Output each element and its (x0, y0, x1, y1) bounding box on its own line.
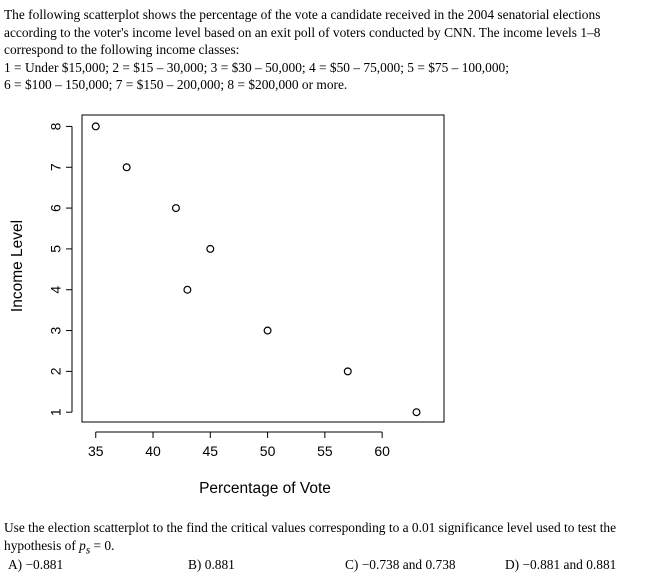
choice-text: 0.881 (204, 557, 235, 572)
data-point (413, 409, 420, 416)
choice-text: −0.881 and 0.881 (522, 557, 617, 572)
choice-letter: A) (8, 557, 23, 572)
data-point (264, 327, 271, 334)
data-point (184, 286, 191, 293)
x-tick-label: 35 (87, 443, 104, 459)
y-tick-label: 8 (47, 122, 64, 131)
data-point (207, 246, 214, 253)
choice-a[interactable] (8, 557, 63, 573)
y-tick-label: 1 (47, 408, 64, 417)
x-tick-label: 55 (317, 443, 333, 459)
choice-c[interactable] (345, 557, 456, 573)
data-point (92, 123, 99, 130)
question-line: Use the election scatterplot to the find the critical values corresponding to a 0.01 significance level used to test the (4, 520, 617, 535)
answer-choices (0, 557, 650, 575)
y-tick-label: 6 (47, 204, 64, 212)
data-point (344, 368, 351, 375)
x-axis-title: Percentage of Vote (199, 480, 331, 497)
x-tick-label: 60 (374, 443, 390, 459)
x-tick-label: 50 (259, 443, 276, 459)
plot-frame (82, 115, 444, 422)
choice-b[interactable] (188, 557, 235, 573)
plot-area (48, 115, 444, 459)
y-axis-title: Income Level (9, 219, 26, 313)
hypothesis-suffix: = 0. (90, 537, 115, 553)
choice-d[interactable] (505, 557, 616, 573)
y-tick-label: 2 (47, 367, 64, 376)
hypothesis-prefix: hypothesis of (4, 537, 80, 553)
choice-letter: C) (345, 557, 359, 572)
y-tick-label: 4 (47, 285, 64, 294)
intro-line: according to the voter's income level based on an exit poll of voters conducted by CNN. The income levels 1–8 (4, 24, 601, 40)
y-tick-label: 5 (47, 245, 64, 253)
intro-line: correspond to the following income classes: (4, 42, 240, 57)
income-class-list: 1 = Under $15,000; 2 = $15 – 30,000; 3 = $30 – 50,000; 4 = $50 – 75,000; 5 = $75 – 100,000; (4, 59, 509, 75)
question (4, 519, 650, 560)
choice-letter: B) (188, 557, 202, 572)
scatterplot (0, 100, 460, 505)
income-class-list: 6 = $100 – 150,000; 7 = $150 – 200,000; 8 = $200,000 or more. (4, 77, 348, 92)
intro-line: The following scatterplot shows the percentage of the vote a candidate received in the 2004 senatorial elections (4, 7, 601, 22)
hypothesis-subscript: s (85, 544, 91, 557)
choice-letter: D) (505, 557, 520, 572)
data-point (173, 205, 180, 212)
choice-text: −0.881 (25, 557, 64, 572)
y-tick-label: 3 (47, 326, 64, 335)
problem-statement (4, 6, 644, 94)
choice-text: −0.738 and 0.738 (361, 557, 456, 572)
y-tick-label: 7 (47, 163, 64, 172)
x-tick-label: 40 (145, 443, 161, 459)
hypothesis-symbol: p (79, 537, 86, 553)
x-tick-label: 45 (202, 443, 219, 459)
data-point (123, 164, 130, 171)
